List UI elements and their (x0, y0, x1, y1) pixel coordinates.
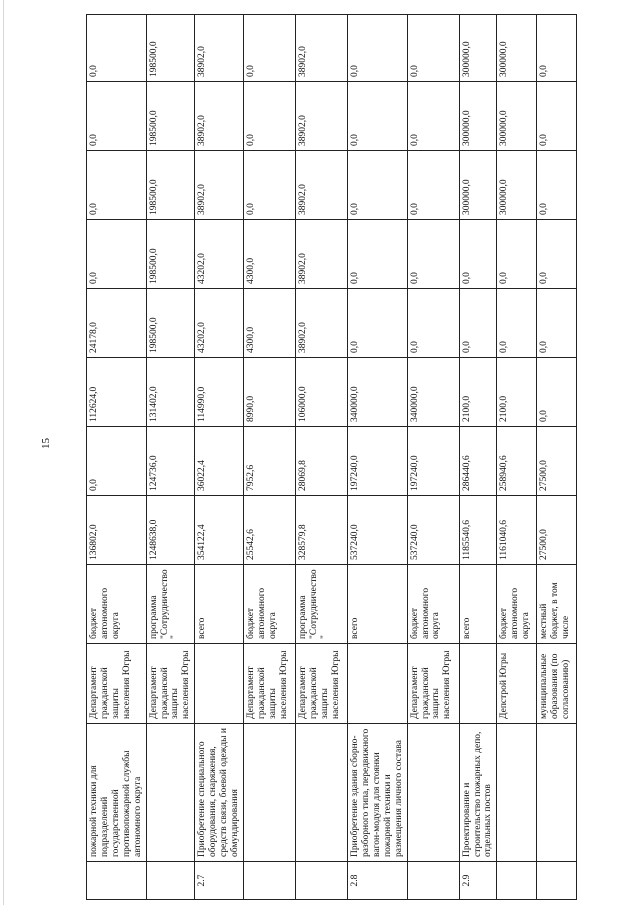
page-edge (3, 0, 4, 905)
value-cell: 0,0 (347, 220, 407, 289)
table-row (87, 15, 147, 900)
row-index-cell (146, 862, 195, 900)
value-cell: 197240,0 (347, 427, 407, 496)
value-cell: 43202,0 (195, 220, 244, 289)
value-cell: 537240,0 (347, 496, 407, 565)
value-cell: 124736,0 (146, 427, 195, 496)
row-index-cell (497, 862, 537, 900)
value-cell: 2100,0 (459, 358, 497, 427)
value-cell: 198500,0 (146, 82, 195, 151)
executor-cell (195, 644, 244, 724)
value-cell: 131402,0 (146, 358, 195, 427)
row-index-cell (295, 862, 347, 900)
activity-name-cell (537, 724, 577, 862)
row-index-cell (87, 862, 147, 900)
value-cell: 198500,0 (146, 220, 195, 289)
value-cell: 36022,4 (195, 427, 244, 496)
activity-name-cell (295, 724, 347, 862)
value-cell: 1161040,6 (497, 496, 537, 565)
value-cell: 328579,8 (295, 496, 347, 565)
value-cell: 0,0 (407, 15, 459, 82)
executor-cell (459, 644, 497, 724)
value-cell: 114990,0 (195, 358, 244, 427)
value-cell: 136802,0 (87, 496, 147, 565)
activity-name-cell: Приобретение здания сборно-разборного типа, передвижного вагон-модуля для стоянки пожарной техники и размещения личного состава (347, 724, 407, 862)
value-cell: 0,0 (497, 220, 537, 289)
funding-source-cell: программа "Сотрудничество" (146, 565, 195, 644)
value-cell: 340000,0 (347, 358, 407, 427)
value-cell: 0,0 (537, 220, 577, 289)
value-cell: 0,0 (243, 15, 295, 82)
program-table-wrapper (86, 15, 572, 900)
value-cell: 38902,0 (195, 151, 244, 220)
value-cell: 300000,0 (497, 82, 537, 151)
funding-source-cell: бюджет автономного округа (87, 565, 147, 644)
funding-source-cell: местный бюджет, в том числе (537, 565, 577, 644)
value-cell: 38902,0 (295, 151, 347, 220)
value-cell: 25542,6 (243, 496, 295, 565)
value-cell: 198500,0 (146, 15, 195, 82)
row-index-cell: 2.9 (459, 862, 497, 900)
value-cell: 2100,0 (497, 358, 537, 427)
table-row (347, 15, 407, 900)
value-cell: 0,0 (87, 427, 147, 496)
value-cell: 0,0 (407, 82, 459, 151)
table-row (459, 15, 497, 900)
page-number: 15 (40, 438, 52, 449)
value-cell: 8990,0 (243, 358, 295, 427)
executor-cell (347, 644, 407, 724)
funding-source-cell: всего (195, 565, 244, 644)
value-cell: 0,0 (537, 151, 577, 220)
value-cell: 0,0 (537, 289, 577, 358)
value-cell: 24178,0 (87, 289, 147, 358)
funding-source-cell: бюджет автономного округа (407, 565, 459, 644)
value-cell: 300000,0 (459, 82, 497, 151)
value-cell: 0,0 (407, 151, 459, 220)
value-cell: 27500,0 (537, 427, 577, 496)
program-table (86, 14, 577, 900)
value-cell: 38902,0 (295, 15, 347, 82)
value-cell: 43202,0 (195, 289, 244, 358)
value-cell: 38902,0 (195, 82, 244, 151)
value-cell: 0,0 (537, 358, 577, 427)
activity-name-cell (497, 724, 537, 862)
value-cell: 0,0 (497, 289, 537, 358)
table-row (195, 15, 244, 900)
value-cell: 28069,8 (295, 427, 347, 496)
value-cell: 300000,0 (497, 15, 537, 82)
value-cell: 0,0 (243, 151, 295, 220)
executor-cell: Депстрой Югры (497, 644, 537, 724)
value-cell: 27500,0 (537, 496, 577, 565)
value-cell: 300000,0 (497, 151, 537, 220)
table-row (243, 15, 295, 900)
value-cell: 300000,0 (459, 15, 497, 82)
value-cell: 38902,0 (295, 289, 347, 358)
executor-cell: Департамент гражданской защиты населения Югры (295, 644, 347, 724)
activity-name-cell: Проектирование и строительство пожарных депо, отдельных постов (459, 724, 497, 862)
activity-name-cell: пожарной техники для подразделений государственной противопожарной службы автономного округа (87, 724, 147, 862)
value-cell: 340000,0 (407, 358, 459, 427)
value-cell: 0,0 (87, 82, 147, 151)
value-cell: 0,0 (347, 82, 407, 151)
value-cell: 537240,0 (407, 496, 459, 565)
value-cell: 198500,0 (146, 151, 195, 220)
value-cell: 0,0 (347, 289, 407, 358)
value-cell: 300000,0 (459, 151, 497, 220)
executor-cell: Департамент гражданской защиты населения Югры (87, 644, 147, 724)
table-row (146, 15, 195, 900)
executor-cell: Департамент гражданской защиты населения Югры (407, 644, 459, 724)
row-index-cell: 2.8 (347, 862, 407, 900)
value-cell: 0,0 (347, 15, 407, 82)
row-index-cell (407, 862, 459, 900)
funding-source-cell: программа "Сотрудничество" (295, 565, 347, 644)
executor-cell: муниципальные образования (по согласованию) (537, 644, 577, 724)
table-row (537, 15, 577, 900)
value-cell: 0,0 (537, 15, 577, 82)
value-cell: 112624,0 (87, 358, 147, 427)
funding-source-cell: всего (347, 565, 407, 644)
value-cell: 0,0 (87, 15, 147, 82)
activity-name-cell: Приобретение специального оборудования, снаряжения, средств связи, боевой одежды и обмундирования (195, 724, 244, 862)
value-cell: 197240,0 (407, 427, 459, 496)
value-cell: 286440,6 (459, 427, 497, 496)
value-cell: 354122,4 (195, 496, 244, 565)
value-cell: 0,0 (87, 220, 147, 289)
row-index-cell: 2.7 (195, 862, 244, 900)
value-cell: 198500,0 (146, 289, 195, 358)
value-cell: 7952,6 (243, 427, 295, 496)
funding-source-cell: всего (459, 565, 497, 644)
table-row (497, 15, 537, 900)
value-cell: 1248638,0 (146, 496, 195, 565)
activity-name-cell (243, 724, 295, 862)
value-cell: 0,0 (459, 220, 497, 289)
executor-cell: Департамент гражданской защиты населения Югры (243, 644, 295, 724)
activity-name-cell (407, 724, 459, 862)
funding-source-cell: бюджет автономного округа (243, 565, 295, 644)
activity-name-cell (146, 724, 195, 862)
table-row (295, 15, 347, 900)
value-cell: 258940,6 (497, 427, 537, 496)
value-cell: 38902,0 (195, 15, 244, 82)
executor-cell: Департамент гражданской защиты населения Югры (146, 644, 195, 724)
value-cell: 38902,0 (295, 220, 347, 289)
row-index-cell (537, 862, 577, 900)
value-cell: 38902,0 (295, 82, 347, 151)
value-cell: 0,0 (347, 151, 407, 220)
value-cell: 1185540,6 (459, 496, 497, 565)
funding-source-cell: бюджет автономного округа (497, 565, 537, 644)
table-row (407, 15, 459, 900)
value-cell: 0,0 (243, 82, 295, 151)
value-cell: 0,0 (459, 289, 497, 358)
value-cell: 0,0 (87, 151, 147, 220)
value-cell: 4300,0 (243, 289, 295, 358)
value-cell: 4300,0 (243, 220, 295, 289)
value-cell: 0,0 (537, 82, 577, 151)
value-cell: 106000,0 (295, 358, 347, 427)
table-body (87, 15, 577, 900)
row-index-cell (243, 862, 295, 900)
value-cell: 0,0 (407, 220, 459, 289)
value-cell: 0,0 (407, 289, 459, 358)
